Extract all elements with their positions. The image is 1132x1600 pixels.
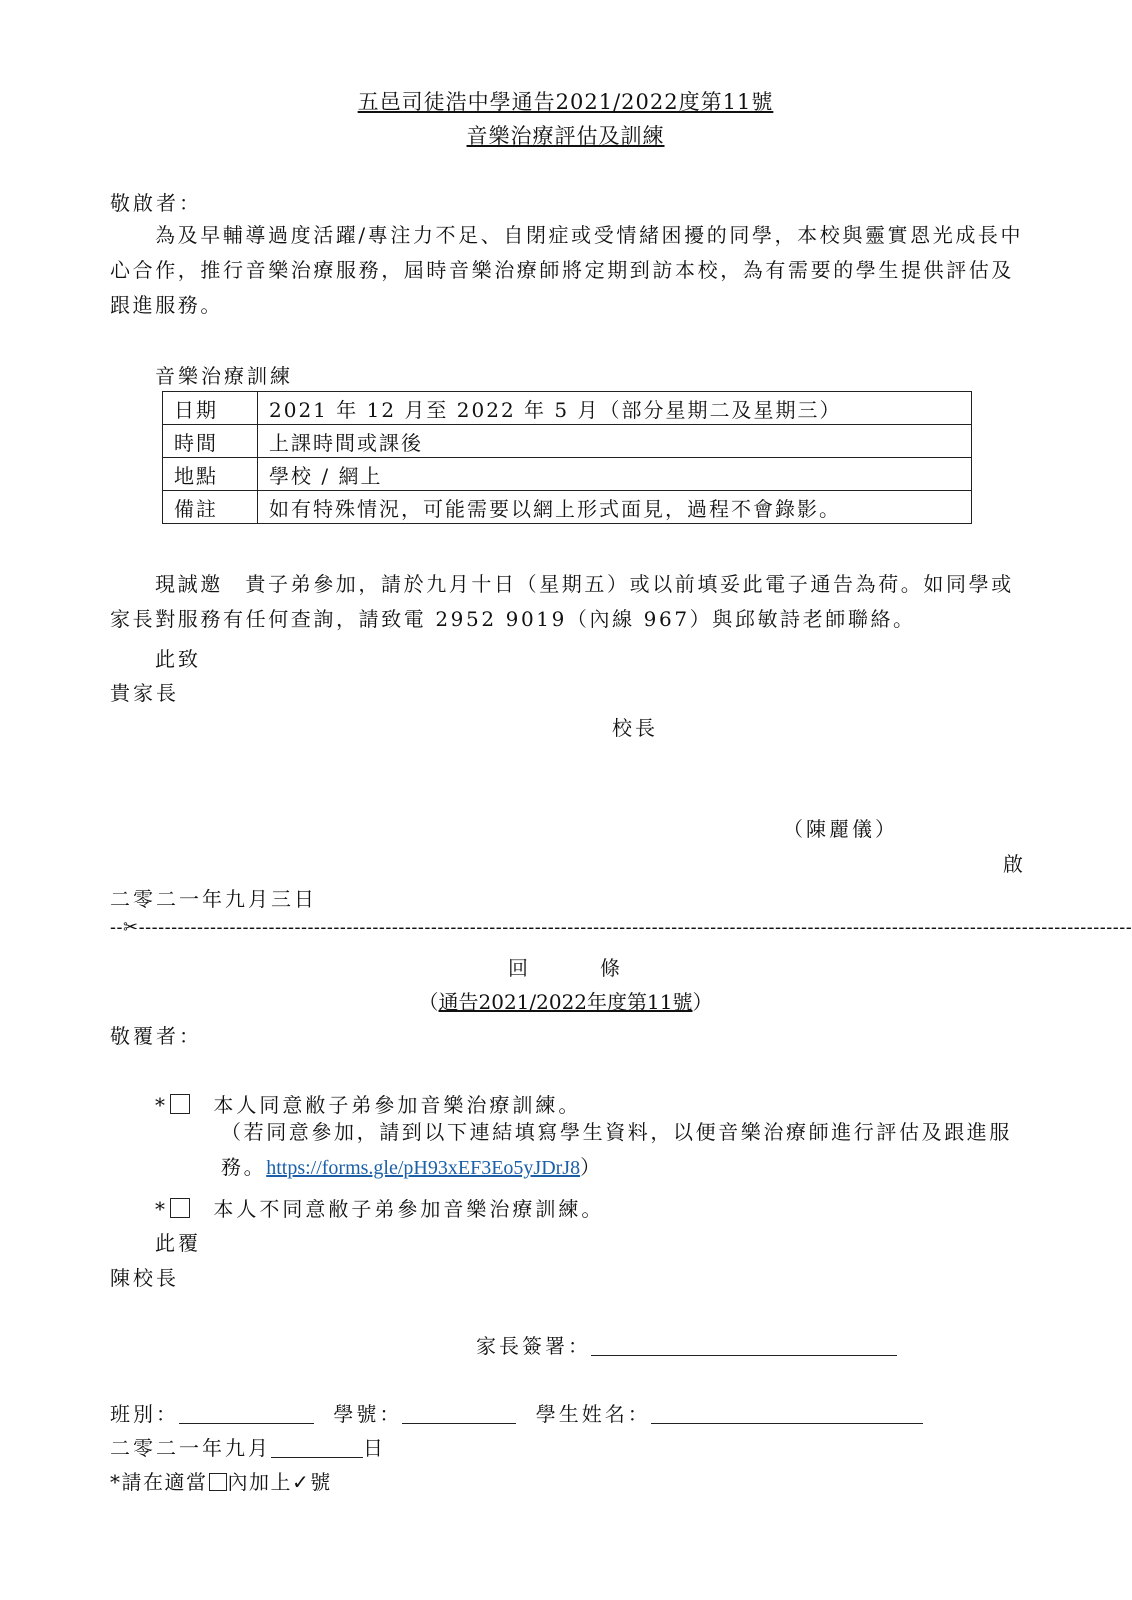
student-number-field[interactable] (402, 1403, 516, 1424)
paragraph2-line2: 家長對服務有任何查詢，請致電 2952 9019（內線 967）與邱敏詩老師聯絡。 (110, 607, 916, 631)
table-row (163, 491, 972, 524)
student-info-row (110, 1398, 923, 1427)
reply-salutation: 敬覆者： (110, 1024, 202, 1048)
paragraph1-line2: 心合作，推行音樂治療服務，屆時音樂治療師將定期到訪本校，為有需要的學生提供評估及 (110, 258, 1014, 282)
scissors-icon: ✂ (123, 917, 139, 938)
parent-signature-label: 家長簽署： (476, 1334, 591, 1358)
paragraph1-line1: 為及早輔導過度活躍/專注力不足、自閉症或受情緒困擾的同學，本校與靈實恩光成長中 (155, 223, 1024, 247)
option-disagree-label: 本人不同意敝子弟參加音樂治療訓練。 (213, 1197, 605, 1221)
option-agree-note-line2 (221, 1150, 603, 1186)
recipient: 貴家長 (110, 681, 179, 705)
option-agree (155, 1089, 581, 1118)
table-key: 備註 (163, 491, 258, 524)
letter-date: 二零二一年九月三日 (110, 887, 317, 911)
class-field[interactable] (179, 1403, 314, 1424)
footnote-prefix: *請在適當 (110, 1470, 208, 1494)
option-agree-note-line1: （若同意參加，請到以下連結填寫學生資料，以便音樂治療師進行評估及跟進服 (221, 1120, 1012, 1144)
table-key: 時間 (163, 425, 258, 458)
agree-checkbox[interactable] (170, 1094, 190, 1114)
required-marker: * (155, 1197, 168, 1221)
reply-closing: 此覆 (155, 1231, 201, 1255)
notice-title: 五邑司徒浩中學通告2021/2022度第11號 (357, 90, 774, 114)
student-name-field[interactable] (651, 1403, 923, 1424)
footnote-suffix: 號 (310, 1470, 332, 1494)
date-day-field[interactable] (271, 1437, 363, 1458)
number-label: 學號： (333, 1402, 403, 1426)
closing: 此致 (155, 647, 201, 671)
reply-recipient: 陳校長 (110, 1266, 179, 1290)
footnote-middle: 內加上 (227, 1470, 292, 1494)
disagree-checkbox[interactable] (170, 1198, 190, 1218)
principal-name: （陳麗儀） (783, 817, 898, 841)
option-agree-label: 本人同意敝子弟參加音樂治療訓練。 (213, 1093, 582, 1117)
note-suffix: ） (580, 1155, 603, 1179)
table-value: 如有特殊情況，可能需要以網上形式面見，過程不會錄影。 (258, 491, 972, 524)
reply-subtitle-open: （ (418, 990, 439, 1014)
cut-line (110, 917, 1132, 947)
principal-title: 校長 (612, 716, 658, 740)
table-key: 地點 (163, 458, 258, 491)
dash-line: --------------------------------------------------------------------------------------------------------------------------------------------------------- (138, 917, 1132, 937)
footnote (110, 1466, 332, 1495)
table-value: 上課時間或課後 (258, 425, 972, 458)
table-row (163, 425, 972, 458)
parent-signature (476, 1330, 897, 1359)
checkmark-icon: ✓ (292, 1470, 311, 1494)
schedule-table (162, 391, 972, 524)
table-value: 學校 / 網上 (258, 458, 972, 491)
paragraph1-line3: 跟進服務。 (110, 293, 223, 317)
salutation: 敬啟者： (110, 191, 202, 215)
reply-title: 回 條 (508, 956, 623, 980)
class-label: 班別： (110, 1402, 179, 1426)
table-key: 日期 (163, 392, 258, 425)
table-value: 2021 年 12 月至 2022 年 5 月（部分星期二及星期三） (258, 392, 972, 425)
paragraph2-line1: 現誠邀 貴子弟參加，請於九月十日（星期五）或以前填妥此電子通告為荷。如同學或 (155, 572, 1014, 596)
form-link[interactable]: https://forms.gle/pH93xEF3Eo5yJDrJ8 (266, 1157, 581, 1179)
reply-subtitle-wrap (0, 986, 1131, 1015)
date-suffix: 日 (363, 1436, 386, 1460)
table-row (163, 392, 972, 425)
name-label: 學生姓名： (535, 1402, 651, 1426)
required-marker: * (155, 1093, 168, 1117)
table-caption: 音樂治療訓練 (155, 364, 293, 388)
notice-subtitle: 音樂治療評估及訓練 (466, 124, 665, 148)
table-row (163, 458, 972, 491)
dash-segment: -- (110, 917, 123, 937)
note-prefix: 務。 (221, 1155, 267, 1179)
date-prefix: 二零二一年九月 (110, 1436, 271, 1460)
sign-off: 啟 (1003, 852, 1026, 876)
reply-subtitle: 通告2021/2022年度第11號 (438, 990, 693, 1014)
parent-signature-field[interactable] (591, 1335, 897, 1356)
reply-date-row (110, 1432, 386, 1461)
reply-subtitle-close: ） (692, 990, 713, 1014)
option-disagree (155, 1193, 604, 1222)
checkbox-icon (209, 1473, 227, 1491)
